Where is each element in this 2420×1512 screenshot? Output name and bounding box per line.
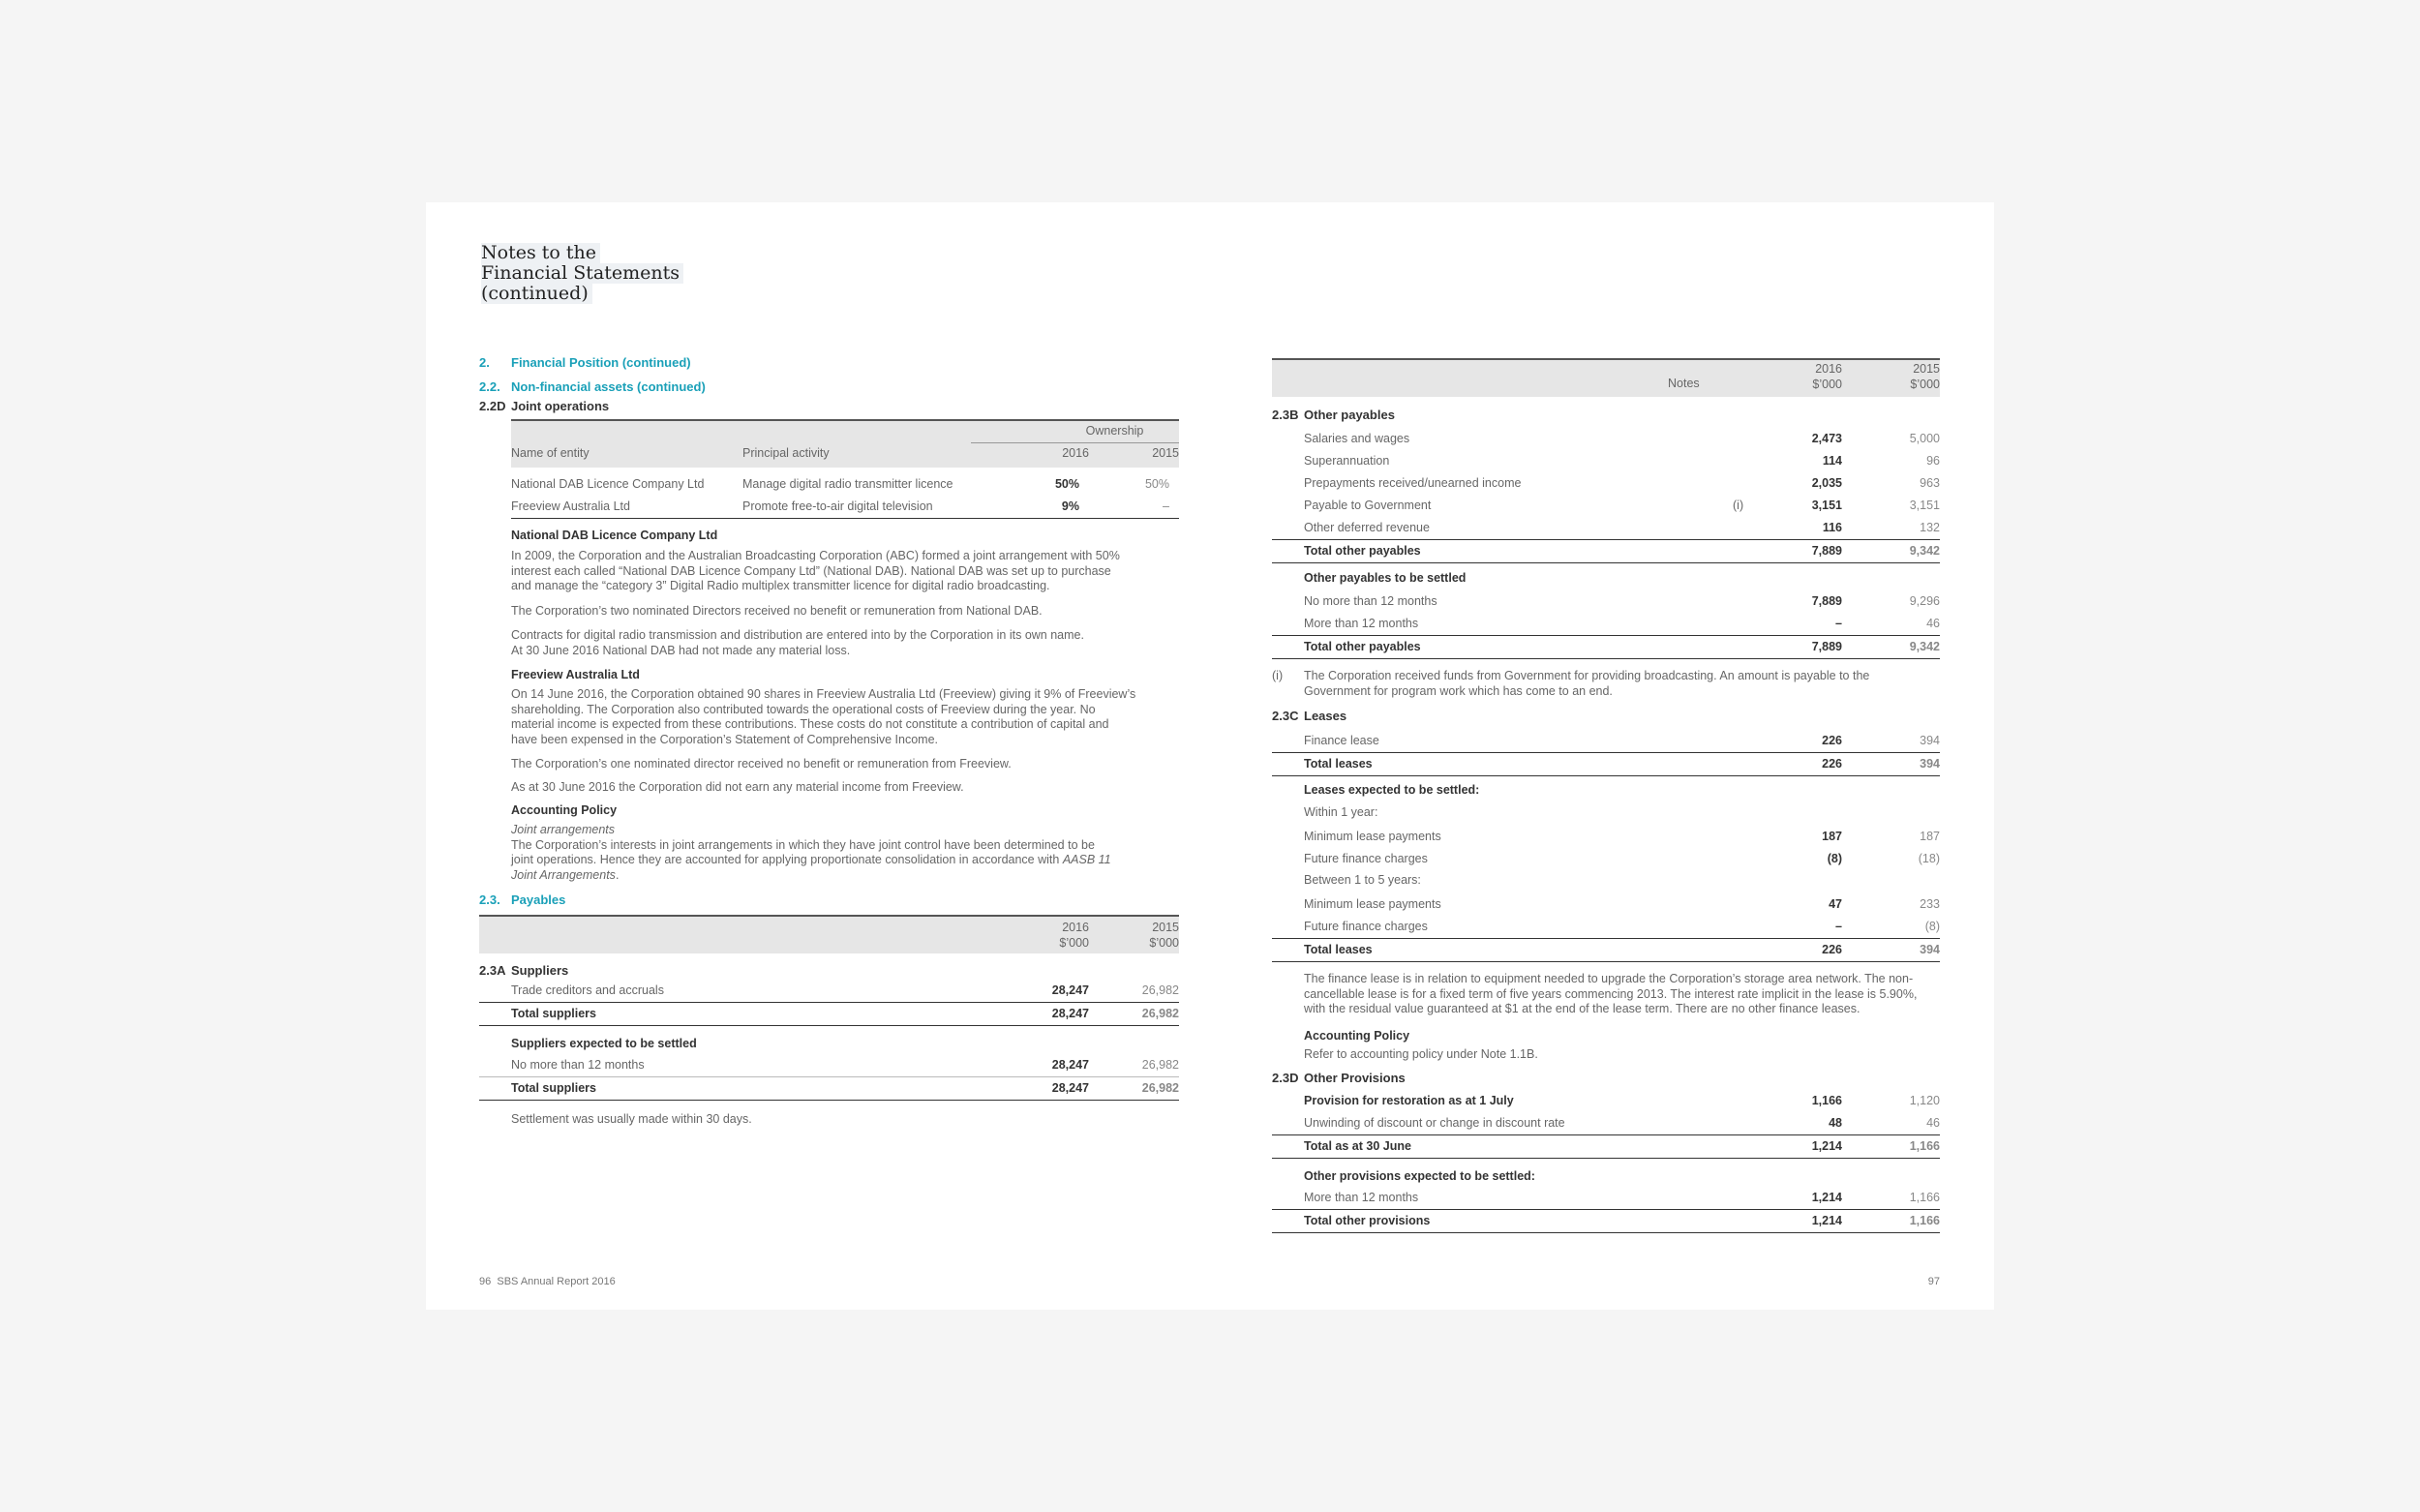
row-label: Unwinding of discount or change in discount rate: [1304, 1116, 1565, 1130]
table-row: [1272, 916, 1940, 938]
table-row-total: [1272, 539, 1940, 563]
value-2016: 114: [1822, 454, 1842, 468]
table-row: [479, 1054, 1179, 1076]
footer-left: [479, 1276, 616, 1287]
right-col-2015: [1872, 362, 1940, 392]
lease-settle-heading: Leases expected to be settled:: [1304, 783, 1480, 797]
row-label: Total other payables: [1304, 544, 1421, 558]
row-label: Total leases: [1304, 757, 1373, 771]
row-label: Minimum lease payments: [1304, 830, 1441, 843]
section-2-3a-heading: [479, 963, 569, 978]
section-number: 2.3A: [479, 963, 506, 978]
title-line-1: Notes to the: [481, 243, 600, 263]
footer-right-page-number: 97: [1927, 1276, 1940, 1287]
table-row-total: [479, 1076, 1179, 1101]
value-2015: 1,166: [1909, 1139, 1940, 1153]
row-label: More than 12 months: [1304, 1191, 1419, 1204]
value-2016: 47: [1829, 897, 1842, 911]
value-2015: 1,166: [1909, 1191, 1940, 1204]
row-label: Total suppliers: [511, 1007, 596, 1020]
value-2016: 7,889: [1811, 594, 1842, 608]
text-line: have been expensed in the Corporation’s Statement of Comprehensive Income.: [511, 732, 939, 746]
value-2016: 1,166: [1811, 1094, 1842, 1107]
section-number: 2.3B: [1272, 408, 1299, 422]
row-label: Payable to Government: [1304, 499, 1432, 512]
col-2016: 2016: [1062, 446, 1089, 460]
col-entity: Name of entity: [511, 446, 590, 460]
value-2015: 26,982: [1141, 1007, 1179, 1020]
text-line: On 14 June 2016, the Corporation obtained 90 shares in Freeview Australia Ltd (Freeview) giving it 9% of Freeview’s: [511, 687, 1136, 701]
value-2016: 2,473: [1811, 432, 1842, 445]
section-number: 2.3C: [1272, 709, 1299, 723]
value-2015: 9,342: [1909, 640, 1940, 653]
section-title: Other Provisions: [1304, 1071, 1406, 1085]
section-number: 2.2D: [479, 399, 506, 413]
publication-name: SBS Annual Report 2016: [497, 1276, 616, 1287]
text-line: In 2009, the Corporation and the Australian Broadcasting Corporation (ABC) formed a joint arrangement with 50%: [511, 549, 1120, 562]
text-line: shareholding. The Corporation also contributed towards the operational costs of Freeview during the year. No: [511, 702, 1096, 716]
freeview-paragraph-1: [511, 687, 1135, 747]
entity: National DAB Licence Company Ltd: [511, 477, 705, 491]
section-title: Leases: [1304, 709, 1347, 723]
table-row: [1272, 848, 1940, 870]
section-title: Payables: [511, 892, 566, 907]
entity: Freeview Australia Ltd: [511, 499, 630, 513]
col-2015: 2015: [1152, 446, 1179, 460]
standard-name: Joint Arrangements: [511, 867, 616, 882]
table-row: [1272, 450, 1940, 472]
dab-paragraph-1: [511, 549, 1120, 594]
row-note: (i): [1733, 499, 1744, 512]
row-label: More than 12 months: [1304, 617, 1419, 630]
section-2-3d-heading: [1272, 1071, 1406, 1085]
section-title: Financial Position (continued): [511, 355, 691, 370]
value-2015: 3,151: [1909, 499, 1940, 512]
suppliers-settle-heading: Suppliers expected to be settled: [511, 1037, 697, 1050]
row-label: Total other payables: [1304, 640, 1421, 653]
value-2016: 7,889: [1811, 640, 1842, 653]
freeview-heading: Freeview Australia Ltd: [511, 668, 640, 681]
freeview-paragraph-2: The Corporation’s one nominated director received no benefit or remuneration from Freeview.: [511, 757, 1012, 771]
right-accounting-policy-text: Refer to accounting policy under Note 1.1B.: [1304, 1047, 1538, 1061]
text-line: cancellable lease is for a fixed term of five years commencing 2013. The interest rate implicit in the lease is 5.90%,: [1304, 986, 1918, 1001]
value-2016: 28,247: [1051, 983, 1089, 997]
value-2015: 50%: [1144, 477, 1169, 491]
value-2015: 394: [1920, 757, 1940, 771]
table-row-total: [1272, 1209, 1940, 1233]
settlement-note: Settlement was usually made within 30 days.: [511, 1112, 752, 1126]
value-2015: 5,000: [1909, 432, 1940, 445]
year: 2015: [1152, 921, 1179, 934]
section-2-2d-heading: [479, 399, 610, 413]
col-notes: Notes: [1668, 377, 1700, 390]
year: 2016: [1815, 362, 1842, 376]
table-row-total: [1272, 635, 1940, 659]
table-row: [1272, 517, 1940, 539]
value-2016: 50%: [1054, 477, 1079, 491]
text-line: and manage the “category 3” Digital Radio multiplex transmitter licence for digital radio broadcasting.: [511, 579, 1050, 592]
freeview-paragraph-3: As at 30 June 2016 the Corporation did not earn any material income from Freeview.: [511, 780, 964, 794]
right-accounting-policy-heading: Accounting Policy: [1304, 1029, 1410, 1043]
row-label: Minimum lease payments: [1304, 897, 1441, 911]
table-row-total: [1272, 1134, 1940, 1159]
value-2016: 226: [1822, 757, 1842, 771]
value-2016: 2,035: [1811, 476, 1842, 490]
dab-paragraph-3: [511, 628, 1084, 658]
section-2-3b-heading: [1272, 408, 1395, 422]
row-label: Superannuation: [1304, 454, 1390, 468]
section-number: 2.: [479, 355, 490, 370]
text-line: Government for program work which has come to an end.: [1304, 683, 1613, 698]
unit: $’000: [1812, 377, 1842, 391]
page-number: 96: [479, 1276, 492, 1287]
year: 2016: [1062, 921, 1089, 934]
value-2016: –: [1835, 617, 1842, 630]
value-2015: 9,296: [1909, 594, 1940, 608]
text-line: material income is expected from these contributions. These costs do not constitute a contribution of capital and: [511, 717, 1109, 731]
section-number: 2.3D: [1272, 1071, 1299, 1085]
section-title: Joint operations: [511, 399, 610, 413]
table-row: [1272, 428, 1940, 450]
row-label: Other deferred revenue: [1304, 521, 1430, 534]
value-2016: 1,214: [1811, 1139, 1842, 1153]
footnote-mark: (i): [1272, 669, 1284, 682]
row-label: Future finance charges: [1304, 920, 1428, 933]
between-1-5-years-label: Between 1 to 5 years:: [1304, 873, 1421, 887]
value-2015: 394: [1920, 734, 1940, 747]
document-spread: [426, 202, 1994, 1310]
table-row: [1272, 1090, 1940, 1112]
unit: $’000: [1149, 935, 1179, 950]
unit: $’000: [1910, 377, 1940, 391]
standard-ref: AASB 11: [1062, 853, 1111, 866]
table-row: [511, 496, 1179, 519]
text-line: joint operations. Hence they are accounted for applying proportionate consolidation in accordance with: [511, 853, 1060, 866]
punctuation: .: [615, 867, 620, 882]
dab-paragraph-2: The Corporation’s two nominated Directors received no benefit or remuneration from National DAB.: [511, 604, 1043, 618]
ownership-header: Ownership: [1085, 424, 1144, 438]
table-row: [511, 473, 1179, 496]
accounting-policy-text: [511, 823, 1111, 883]
value-2015: 1,166: [1909, 1214, 1940, 1227]
col-activity: Principal activity: [742, 446, 830, 460]
value-2016: 28,247: [1051, 1058, 1089, 1072]
row-label: Total other provisions: [1304, 1214, 1431, 1227]
section-title: Non-financial assets (continued): [511, 379, 706, 394]
table-row: [1272, 590, 1940, 613]
accounting-policy-heading: Accounting Policy: [511, 803, 618, 817]
page-title: [481, 243, 683, 304]
right-col-2016: [1774, 362, 1842, 392]
text-line: Contracts for digital radio transmission and distribution are entered into by the Corporation in its own name.: [511, 628, 1084, 642]
ownership-rule: [971, 442, 1179, 443]
accounting-policy-subheading: Joint arrangements: [511, 823, 616, 836]
provisions-settle-heading: Other provisions expected to be settled:: [1304, 1169, 1535, 1183]
value-2016: 187: [1822, 830, 1842, 843]
dab-heading: National DAB Licence Company Ltd: [511, 529, 718, 542]
value-2016: (8): [1827, 852, 1842, 865]
pay-col-2016: [1021, 921, 1089, 951]
table-row: [1272, 826, 1940, 848]
table-row: [1272, 1187, 1940, 1209]
title-line-3: (continued): [481, 284, 592, 304]
table-row: [1272, 472, 1940, 495]
value-2016: 28,247: [1051, 1081, 1089, 1095]
value-2015: 26,982: [1141, 1058, 1179, 1072]
footnote-text: [1304, 669, 1869, 699]
value-2015: –: [1163, 499, 1169, 513]
table-row-total: [1272, 938, 1940, 962]
text-line: The Corporation received funds from Government for providing broadcasting. An amount is payable to the: [1304, 669, 1870, 682]
value-2015: 963: [1920, 476, 1940, 490]
value-2015: 96: [1926, 454, 1940, 468]
value-2015: 132: [1920, 521, 1940, 534]
value-2015: 187: [1920, 830, 1940, 843]
value-2015: (8): [1924, 920, 1940, 933]
value-2015: 1,120: [1909, 1094, 1940, 1107]
text-line: The Corporation’s interests in joint arrangements in which they have joint control have been determined to be: [511, 837, 1095, 852]
text-line: The finance lease is in relation to equipment needed to upgrade the Corporation’s storage area network. The non-: [1304, 972, 1914, 985]
section-2-heading: [479, 355, 691, 370]
value-2016: 3,151: [1811, 499, 1842, 512]
section-2-2-heading: [479, 379, 706, 394]
value-2016: 226: [1822, 943, 1842, 956]
value-2016: 116: [1822, 521, 1842, 534]
value-2016: 226: [1822, 734, 1842, 747]
row-label: Salaries and wages: [1304, 432, 1410, 445]
table-row: [1272, 1112, 1940, 1134]
row-label: No more than 12 months: [1304, 594, 1437, 608]
pay-col-2015: [1111, 921, 1179, 951]
row-label: Provision for restoration as at 1 July: [1304, 1094, 1514, 1107]
section-title: Other payables: [1304, 408, 1395, 422]
value-2015: 233: [1920, 897, 1940, 911]
activity: Manage digital radio transmitter licence: [742, 477, 953, 491]
within-1-year-label: Within 1 year:: [1304, 805, 1378, 819]
row-label: Total suppliers: [511, 1081, 596, 1095]
value-2016: 9%: [1061, 499, 1079, 513]
value-2015: 394: [1920, 943, 1940, 956]
text-line: with the residual value guaranteed at $1 at the end of the lease term. There are no other finance leases.: [1304, 1002, 1860, 1015]
value-2015: 26,982: [1141, 1081, 1179, 1095]
row-label: Finance lease: [1304, 734, 1379, 747]
value-2015: 26,982: [1141, 983, 1179, 997]
section-2-3c-heading: [1272, 709, 1347, 723]
row-label: Total as at 30 June: [1304, 1139, 1411, 1153]
value-2016: 48: [1829, 1116, 1842, 1130]
unit: $’000: [1059, 935, 1089, 950]
table-row: [479, 980, 1179, 1002]
table-row: [1272, 613, 1940, 635]
table-row-total: [479, 1002, 1179, 1026]
value-2015: (18): [1918, 852, 1940, 865]
section-number: 2.3.: [479, 892, 500, 907]
value-2016: 1,214: [1811, 1214, 1842, 1227]
text-line: At 30 June 2016 National DAB had not made any material loss.: [511, 643, 851, 657]
section-2-3-heading: [479, 892, 566, 907]
value-2015: 46: [1926, 1116, 1940, 1130]
row-label: Future finance charges: [1304, 852, 1428, 865]
year: 2015: [1913, 362, 1940, 376]
value-2015: 46: [1926, 617, 1940, 630]
table-row: [1272, 495, 1940, 517]
table-row-total: [1272, 752, 1940, 776]
other-payables-settle-heading: Other payables to be settled: [1304, 571, 1467, 585]
lease-note: [1304, 972, 1917, 1017]
value-2016: 7,889: [1811, 544, 1842, 558]
row-label: No more than 12 months: [511, 1058, 645, 1072]
activity: Promote free-to-air digital television: [742, 499, 933, 513]
table-row: [1272, 893, 1940, 916]
section-title: Suppliers: [511, 963, 569, 978]
value-2016: 1,214: [1811, 1191, 1842, 1204]
table-row: [1272, 730, 1940, 752]
text-line: interest each called “National DAB Licence Company Ltd” (National DAB). National DAB was set up to purchase: [511, 563, 1111, 578]
row-label: Prepayments received/unearned income: [1304, 476, 1522, 490]
row-label: Total leases: [1304, 943, 1373, 956]
value-2016: 28,247: [1051, 1007, 1089, 1020]
value-2016: –: [1835, 920, 1842, 933]
value-2015: 9,342: [1909, 544, 1940, 558]
row-label: Trade creditors and accruals: [511, 983, 664, 997]
title-line-2: Financial Statements: [481, 263, 683, 284]
section-number: 2.2.: [479, 379, 500, 394]
